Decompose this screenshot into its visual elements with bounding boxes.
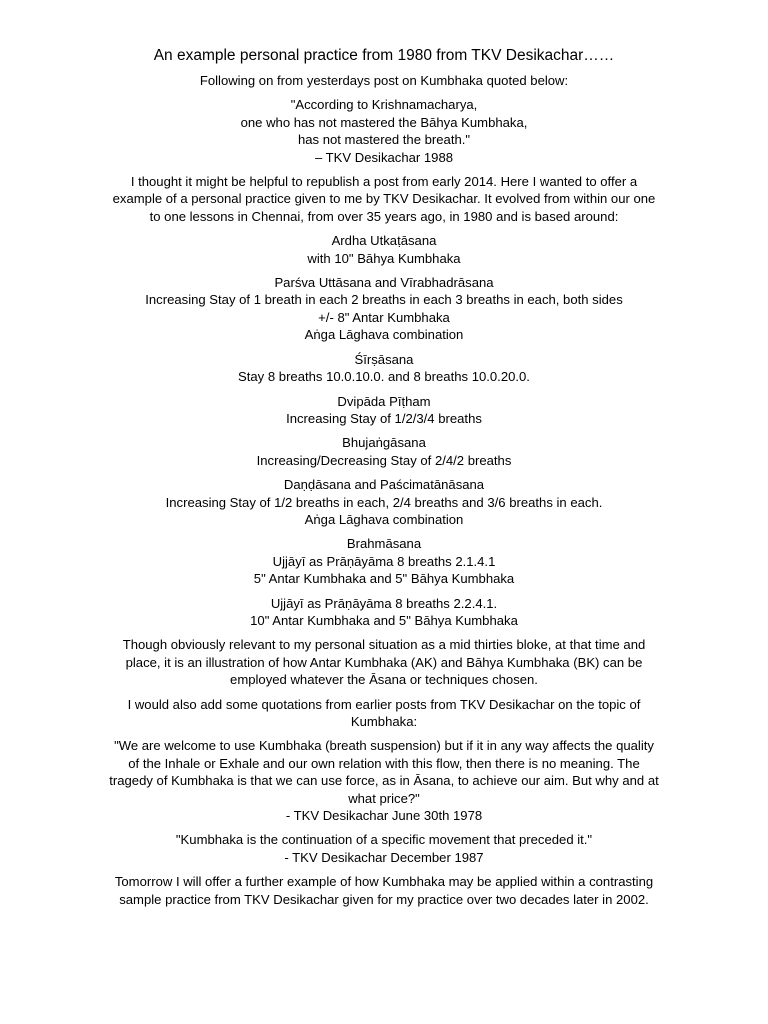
quote-line: one who has not mastered the Bāhya Kumbhaka, <box>240 114 528 130</box>
quote-attribution: - TKV Desikachar December 1987 <box>284 849 484 865</box>
practice-detail: +/- 8" Antar Kumbhaka <box>318 309 450 325</box>
closing-paragraph <box>0 873 768 908</box>
quote-line: "We are welcome to use Kumbhaka (breath suspension) but if it in any way affects the quality <box>114 738 654 754</box>
illustration-paragraph <box>0 636 768 688</box>
practice-item-brahmasana <box>0 535 768 587</box>
quotations-intro-paragraph <box>0 696 768 731</box>
practice-item-parsva-uttasana <box>0 274 768 344</box>
intro-line <box>0 72 768 89</box>
practice-detail: Ujjāyī as Prāṇāyāma 8 breaths 2.1.4.1 <box>272 553 496 569</box>
practice-item-bhujangasana <box>0 434 768 469</box>
practice-detail: Increasing Stay of 1/2 breaths in each, 2/4 breaths and 3/6 breaths in each. <box>165 494 603 510</box>
practice-item-ardha-utkatasana <box>0 232 768 267</box>
practice-detail: 5" Antar Kumbhaka and 5" Bāhya Kumbhaka <box>253 571 515 587</box>
practice-detail: Increasing Stay of 1 breath in each 2 breaths in each 3 breaths in each, both sides <box>145 292 623 308</box>
paragraph-line: sample practice from TKV Desikachar given for my practice over two decades later in 2002. <box>119 891 649 907</box>
paragraph-line: Though obviously relevant to my personal situation as a mid thirties bloke, at that time and <box>122 637 646 653</box>
practice-detail: Aṅga Lāghava combination <box>304 511 464 527</box>
practice-name: Daṇḍāsana and Paścimatānāsana <box>283 477 485 493</box>
intro-text: Following on from yesterdays post on Kumbhaka quoted below: <box>199 73 569 88</box>
practice-name: Śīrṣāsana <box>354 351 414 367</box>
practice-name: Dvipāda Pīṭham <box>337 393 431 409</box>
paragraph-line: place, it is an illustration of how Antar Kumbhaka (AK) and Bāhya Kumbhaka (BK) can be <box>125 654 643 670</box>
practice-name: Ardha Utkaṭāsana <box>331 233 437 249</box>
quote-line: "Kumbhaka is the continuation of a specific movement that preceded it." <box>175 832 593 848</box>
quote-attribution: – TKV Desikachar 1988 <box>314 149 454 165</box>
practice-detail: 10" Antar Kumbhaka and 5" Bāhya Kumbhaka <box>250 612 518 628</box>
practice-item-sirsasana <box>0 351 768 386</box>
practice-name: Brahmāsana <box>346 536 422 552</box>
quote-line: has not mastered the breath." <box>297 132 471 148</box>
practice-name: Parśva Uttāsana and Vīrabhadrāsana <box>274 275 494 291</box>
practice-detail: with 10" Bāhya Kumbhaka <box>307 250 461 266</box>
page-title: An example personal practice from 1980 from TKV Desikachar…… <box>153 47 615 64</box>
practice-name: Ujjāyī as Prāṇāyāma 8 breaths 2.2.4.1. <box>270 595 498 611</box>
quote-line: "According to Krishnamacharya, <box>290 97 478 113</box>
quote-1978 <box>0 737 768 824</box>
practice-item-dvipada-pitham <box>0 393 768 428</box>
paragraph-line: Kumbhaka: <box>350 714 418 729</box>
practice-detail: Increasing Stay of 1/2/3/4 breaths <box>286 410 482 426</box>
practice-name: Bhujaṅgāsana <box>342 435 426 451</box>
quote-line: tragedy of Kumbhaka is that we can use force, as in Āsana, to achieve our aim. But why and at <box>109 773 659 789</box>
paragraph-line: I thought it might be helpful to republish a post from early 2014. Here I wanted to offer a <box>130 174 638 190</box>
practice-item-pranayama <box>0 595 768 630</box>
paragraph-line: example of a personal practice given to me by TKV Desikachar. It evolved from within our one <box>112 191 656 207</box>
intro-paragraph <box>0 173 768 225</box>
quote-line: of the Inhale or Exhale and our own relation with this flow, then there is no meaning. The <box>128 755 640 771</box>
paragraph-line: to one lessons in Chennai, from over 35 years ago, in 1980 and is based around: <box>149 208 619 224</box>
practice-item-dandasana <box>0 476 768 528</box>
practice-detail: Stay 8 breaths 10.0.10.0. and 8 breaths 10.0.20.0. <box>238 369 530 385</box>
practice-detail: Aṅga Lāghava combination <box>304 327 464 343</box>
paragraph-line: Tomorrow I will offer a further example of how Kumbhaka may be applied within a contrasting <box>114 874 654 890</box>
quote-krishnamacharya <box>0 96 768 166</box>
paragraph-line: I would also add some quotations from earlier posts from TKV Desikachar on the topic of <box>127 696 641 712</box>
quote-1987 <box>0 831 768 866</box>
quote-attribution: - TKV Desikachar June 30th 1978 <box>285 808 483 824</box>
quote-line: what price?" <box>348 790 420 806</box>
practice-detail: Increasing/Decreasing Stay of 2/4/2 breaths <box>256 452 512 468</box>
paragraph-line: employed whatever the Āsana or techniques chosen. <box>230 672 538 688</box>
